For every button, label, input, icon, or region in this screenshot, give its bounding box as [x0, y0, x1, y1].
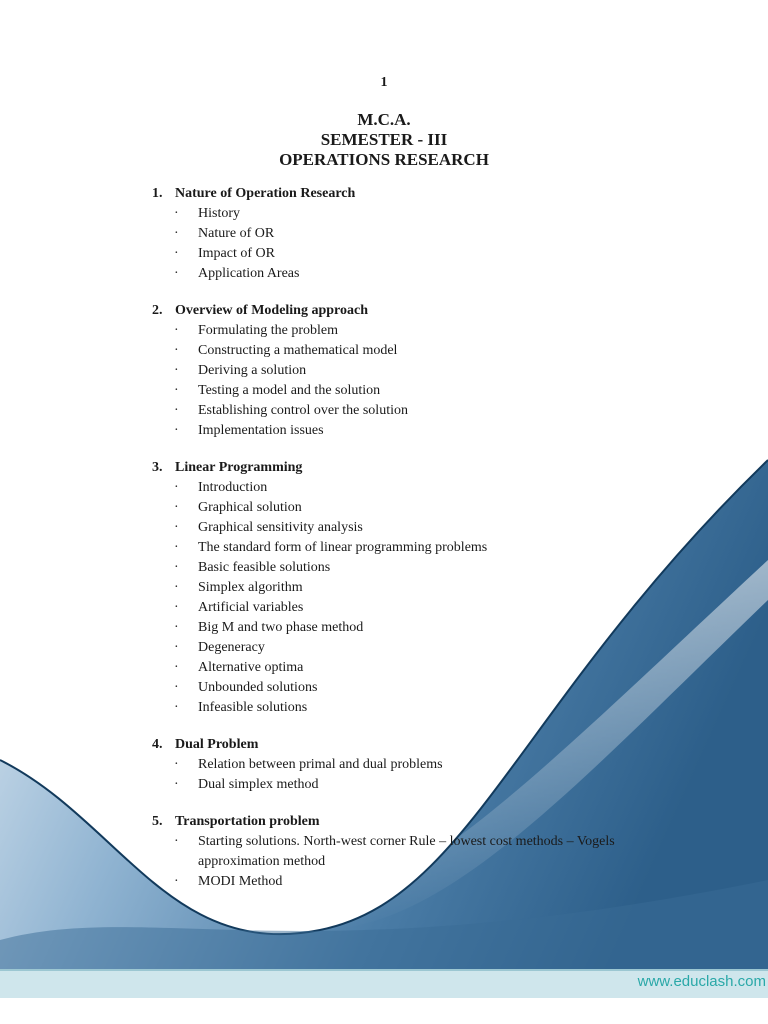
- page-number: 1: [380, 75, 388, 90]
- section-title-text: Linear Programming: [175, 460, 303, 475]
- list-item: [152, 518, 672, 538]
- section-number: 1.: [152, 186, 163, 201]
- bullet-icon: ·: [174, 660, 179, 675]
- syllabus-section: [152, 735, 672, 795]
- list-item-text: Graphical sensitivity analysis: [198, 520, 363, 535]
- list-item: [152, 698, 672, 718]
- list-item: [152, 478, 672, 498]
- list-item-text: Introduction: [198, 480, 268, 495]
- list-item-text: Simplex algorithm: [198, 580, 303, 595]
- bullet-icon: ·: [174, 600, 179, 615]
- bullet-icon: ·: [174, 323, 179, 338]
- bullet-icon: ·: [174, 500, 179, 515]
- bullet-icon: ·: [174, 246, 179, 261]
- list-item: [152, 578, 672, 598]
- bullet-icon: ·: [174, 834, 179, 849]
- bullet-icon: ·: [174, 206, 179, 221]
- section-number: 3.: [152, 460, 163, 475]
- list-item: [152, 678, 672, 698]
- list-item-text: Alternative optima: [198, 660, 304, 675]
- list-item: [152, 638, 672, 658]
- heading-subject: OPERATIONS RESEARCH: [279, 150, 489, 169]
- list-item: [152, 224, 672, 244]
- heading-semester: SEMESTER - III: [320, 130, 448, 149]
- document-heading: [0, 110, 768, 170]
- list-item-text: Deriving a solution: [198, 363, 307, 378]
- bullet-icon: ·: [174, 680, 179, 695]
- list-item-text: Unbounded solutions: [198, 680, 318, 695]
- list-item: [152, 618, 672, 638]
- list-item: [152, 775, 672, 795]
- list-item: [152, 658, 672, 678]
- syllabus-content: [152, 184, 672, 909]
- section-title-text: Overview of Modeling approach: [175, 303, 369, 318]
- list-item-text: Establishing control over the solution: [198, 403, 408, 418]
- syllabus-section: [152, 184, 672, 284]
- list-item-text: Starting solutions. North-west corner Rule – lowest cost methods – Vogels approximation method: [198, 834, 615, 869]
- section-number: 2.: [152, 303, 163, 318]
- list-item: [152, 264, 672, 284]
- list-item: [152, 598, 672, 618]
- bullet-icon: ·: [174, 874, 179, 889]
- list-item: [152, 498, 672, 518]
- list-item-text: Implementation issues: [198, 423, 324, 438]
- list-item-text: Graphical solution: [198, 500, 302, 515]
- section-title: [152, 458, 672, 478]
- bullet-icon: ·: [174, 423, 179, 438]
- heading-degree: M.C.A.: [357, 110, 411, 129]
- list-item: [152, 832, 672, 872]
- list-item-text: Artificial variables: [198, 600, 304, 615]
- section-title: [152, 812, 672, 832]
- section-number: 5.: [152, 814, 163, 829]
- list-item: [152, 361, 672, 381]
- section-title-text: Dual Problem: [175, 737, 259, 752]
- list-item-text: Infeasible solutions: [198, 700, 308, 715]
- bullet-icon: ·: [174, 343, 179, 358]
- bullet-icon: ·: [174, 560, 179, 575]
- bullet-icon: ·: [174, 580, 179, 595]
- list-item: [152, 204, 672, 224]
- list-item-text: Application Areas: [198, 266, 300, 281]
- section-title: [152, 184, 672, 204]
- footer-website-link[interactable]: www.educlash.com: [637, 973, 766, 990]
- syllabus-section: [152, 812, 672, 892]
- list-item: [152, 558, 672, 578]
- list-item-text: Big M and two phase method: [198, 620, 364, 635]
- bullet-icon: ·: [174, 777, 179, 792]
- syllabus-section: [152, 301, 672, 441]
- list-item: [152, 421, 672, 441]
- bullet-icon: ·: [174, 363, 179, 378]
- syllabus-section: [152, 458, 672, 718]
- list-item: [152, 401, 672, 421]
- list-item-text: MODI Method: [198, 874, 283, 889]
- list-item-text: Formulating the problem: [198, 323, 338, 338]
- bullet-icon: ·: [174, 383, 179, 398]
- section-title: [152, 301, 672, 321]
- list-item-text: History: [198, 206, 240, 221]
- bullet-icon: ·: [174, 757, 179, 772]
- bullet-icon: ·: [174, 620, 179, 635]
- list-item-text: Testing a model and the solution: [198, 383, 381, 398]
- list-item-text: Constructing a mathematical model: [198, 343, 398, 358]
- bullet-icon: ·: [174, 266, 179, 281]
- list-item: [152, 755, 672, 775]
- list-item: [152, 872, 672, 892]
- list-item-text: Nature of OR: [198, 226, 275, 241]
- bullet-icon: ·: [174, 540, 179, 555]
- list-item: [152, 244, 672, 264]
- list-item-text: Relation between primal and dual problems: [198, 757, 443, 772]
- bullet-icon: ·: [174, 480, 179, 495]
- bullet-icon: ·: [174, 226, 179, 241]
- bullet-icon: ·: [174, 403, 179, 418]
- bullet-icon: ·: [174, 640, 179, 655]
- list-item: [152, 341, 672, 361]
- bullet-icon: ·: [174, 700, 179, 715]
- section-title: [152, 735, 672, 755]
- list-item-text: Dual simplex method: [198, 777, 319, 792]
- list-item: [152, 538, 672, 558]
- section-title-text: Transportation problem: [175, 814, 320, 829]
- section-title-text: Nature of Operation Research: [175, 186, 356, 201]
- bullet-icon: ·: [174, 520, 179, 535]
- section-number: 4.: [152, 737, 163, 752]
- list-item-text: Impact of OR: [198, 246, 275, 261]
- list-item: [152, 381, 672, 401]
- list-item-text: Basic feasible solutions: [198, 560, 331, 575]
- list-item-text: The standard form of linear programming problems: [198, 540, 488, 555]
- list-item: [152, 321, 672, 341]
- list-item-text: Degeneracy: [198, 640, 265, 655]
